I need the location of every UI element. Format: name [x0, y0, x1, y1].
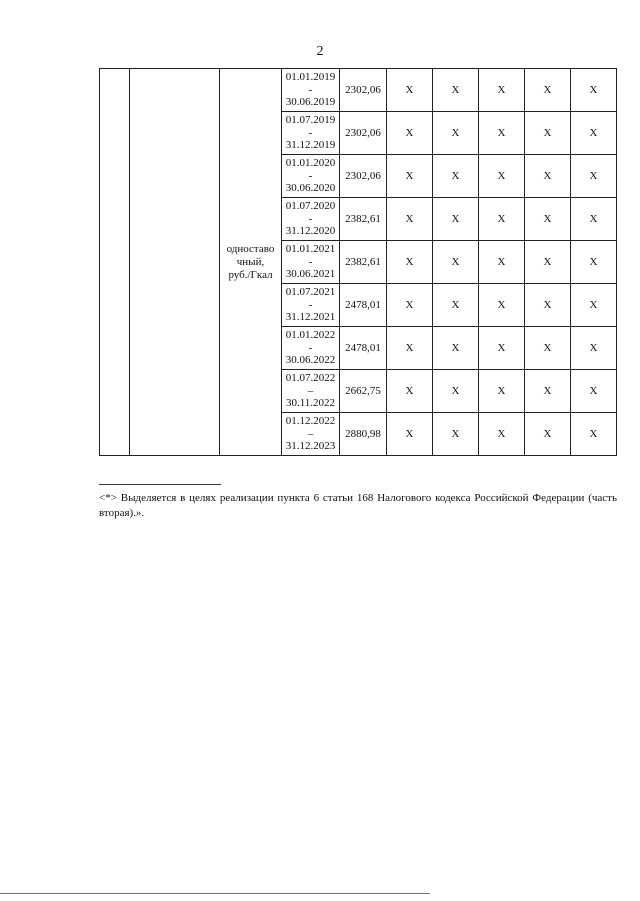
period-separator: -: [308, 212, 313, 225]
period-separator: -: [308, 341, 313, 354]
mark-cell: X: [479, 370, 525, 413]
period-start: 01.01.2021: [285, 243, 336, 256]
table-row: [100, 69, 617, 112]
period-cell: [282, 241, 340, 284]
period-cell: [282, 370, 340, 413]
mark-cell: X: [571, 284, 617, 327]
period-separator: -: [308, 83, 313, 96]
mark-cell: X: [525, 241, 571, 284]
unit-line: чный,: [236, 255, 265, 268]
tariff-value: 2662,75: [340, 370, 387, 413]
tariff-value: 2302,06: [340, 69, 387, 112]
footnote-text: <*> Выделяется в целях реализации пункта 6 статьи 168 Налогового кодекса Российской Федерации (часть вторая).».: [99, 492, 617, 519]
mark-cell: X: [433, 284, 479, 327]
period-start: 01.07.2022: [285, 372, 336, 385]
period-end: 30.06.2019: [285, 96, 336, 109]
mark-cell: X: [433, 241, 479, 284]
mark-cell: X: [433, 155, 479, 198]
unit-line: одноставо: [226, 242, 275, 255]
mark-cell: X: [525, 284, 571, 327]
mark-cell: X: [387, 69, 433, 112]
mark-cell: X: [571, 155, 617, 198]
period-separator: -: [308, 126, 313, 139]
footnote-divider: [99, 484, 221, 485]
period-start: 01.12.2022: [285, 415, 336, 428]
period-separator: -: [308, 255, 313, 268]
tariff-unit-cell: [220, 69, 282, 456]
period-end: 30.06.2022: [285, 354, 336, 367]
mark-cell: X: [525, 112, 571, 155]
mark-cell: X: [387, 413, 433, 456]
period-separator: –: [307, 427, 314, 440]
period-cell: [282, 413, 340, 456]
period-start: 01.07.2021: [285, 286, 336, 299]
mark-cell: X: [571, 241, 617, 284]
mark-cell: X: [571, 112, 617, 155]
blank-column-2: [130, 69, 220, 456]
mark-cell: X: [571, 370, 617, 413]
mark-cell: X: [387, 370, 433, 413]
mark-cell: X: [479, 284, 525, 327]
period-start: 01.07.2019: [285, 114, 336, 127]
mark-cell: X: [433, 112, 479, 155]
mark-cell: X: [433, 413, 479, 456]
mark-cell: X: [525, 370, 571, 413]
mark-cell: X: [479, 241, 525, 284]
mark-cell: X: [479, 69, 525, 112]
period-start: 01.01.2019: [285, 71, 336, 84]
page-number: 2: [316, 44, 324, 59]
tariff-value: 2478,01: [340, 327, 387, 370]
tariff-table-body: [100, 69, 617, 456]
mark-cell: X: [571, 69, 617, 112]
mark-cell: X: [387, 327, 433, 370]
mark-cell: X: [525, 155, 571, 198]
mark-cell: X: [433, 370, 479, 413]
period-separator: -: [308, 169, 313, 182]
mark-cell: X: [479, 155, 525, 198]
period-end: 31.12.2020: [285, 225, 336, 238]
tariff-value: 2302,06: [340, 112, 387, 155]
mark-cell: X: [387, 198, 433, 241]
period-end: 30.11.2022: [285, 397, 336, 410]
tariff-value: 2382,61: [340, 241, 387, 284]
mark-cell: X: [479, 112, 525, 155]
period-end: 30.06.2021: [285, 268, 336, 281]
mark-cell: X: [479, 413, 525, 456]
mark-cell: X: [571, 198, 617, 241]
mark-cell: X: [571, 327, 617, 370]
period-cell: [282, 155, 340, 198]
mark-cell: X: [525, 198, 571, 241]
unit-line: руб./Гкал: [228, 268, 273, 281]
mark-cell: X: [433, 327, 479, 370]
period-cell: [282, 327, 340, 370]
period-start: 01.01.2022: [285, 329, 336, 342]
mark-cell: X: [525, 69, 571, 112]
mark-cell: X: [525, 413, 571, 456]
period-cell: [282, 198, 340, 241]
period-separator: -: [308, 298, 313, 311]
mark-cell: X: [433, 69, 479, 112]
period-cell: [282, 112, 340, 155]
mark-cell: X: [525, 327, 571, 370]
mark-cell: X: [479, 198, 525, 241]
mark-cell: X: [387, 155, 433, 198]
mark-cell: X: [433, 198, 479, 241]
period-start: 01.07.2020: [285, 200, 336, 213]
period-start: 01.01.2020: [285, 157, 336, 170]
period-end: 31.12.2023: [285, 440, 336, 453]
tariff-value: 2302,06: [340, 155, 387, 198]
mark-cell: X: [387, 241, 433, 284]
tariff-value: 2382,61: [340, 198, 387, 241]
blank-column-1: [100, 69, 130, 456]
tariff-value: 2478,01: [340, 284, 387, 327]
mark-cell: X: [571, 413, 617, 456]
page-bottom-line: [0, 893, 430, 894]
mark-cell: X: [479, 327, 525, 370]
period-end: 31.12.2021: [285, 311, 336, 324]
tariff-value: 2880,98: [340, 413, 387, 456]
period-cell: [282, 69, 340, 112]
period-end: 30.06.2020: [285, 182, 336, 195]
period-separator: –: [307, 384, 314, 397]
tariff-table: [99, 68, 617, 456]
period-cell: [282, 284, 340, 327]
mark-cell: X: [387, 284, 433, 327]
mark-cell: X: [387, 112, 433, 155]
period-end: 31.12.2019: [285, 139, 336, 152]
